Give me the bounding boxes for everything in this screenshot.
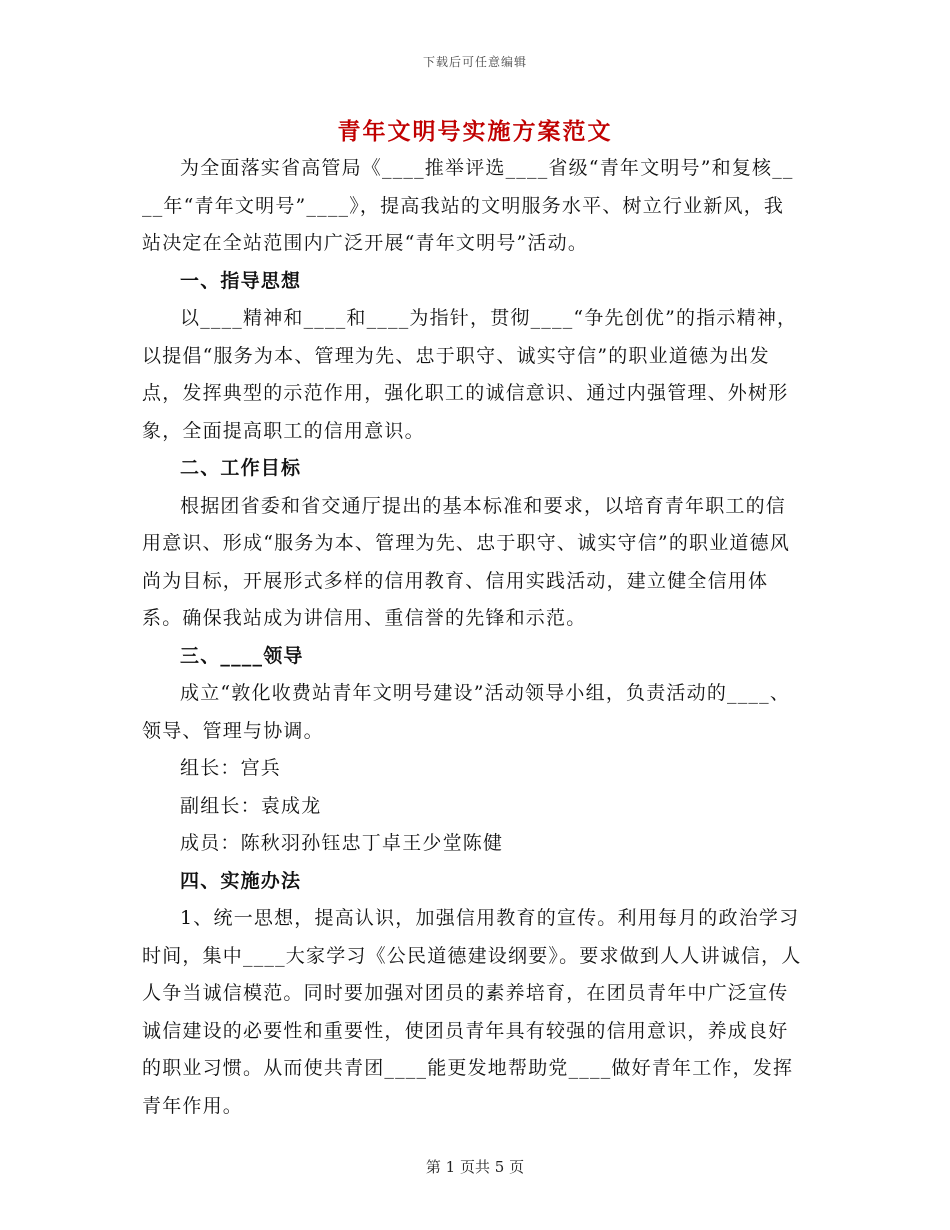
deputy-leader-line: 副组长：袁成龙 <box>180 794 322 817</box>
page-header-note: 下载后可任意编辑 <box>422 55 527 69</box>
implementation-item-1: 1、统一思想，提高认识，加强信用教育的宣传。利用每月的政治学习时间，集中____大家学习《公民道德建设纲要》。要求做到人人讲诚信，人人争当诚信模范。同时要加强对团员的素养培育，在团员青年中广泛宣传诚信建设的必要性和重要性，使团员青年具有较强的信用意识，养成良好的职业习惯。从而使共青团____能更发地帮助党____做好青年工作，发挥青年作用。 <box>142 907 802 1117</box>
section-body-leadership: 成立“敦化收费站青年文明号建设”活动领导小组，负责活动的____、领导、管理与协调。 <box>142 682 791 742</box>
section-heading-work-goals: 二、工作目标 <box>180 457 302 479</box>
intro-paragraph: 为全面落实省高管局《____推举评选____省级“青年文明号”和复核____年“青年文明号”____》，提高我站的文明服务水平、树立行业新风，我站决定在全站范围内广泛开展“青年文明号”活动。 <box>142 157 794 254</box>
document-title: 青年文明号实施方案范文 <box>337 118 613 145</box>
section-heading-implementation: 四、实施办法 <box>180 869 302 892</box>
members-line: 成员：陈秋羽孙钰忠丁卓王少堂陈健 <box>180 832 504 854</box>
document-body <box>142 150 802 1125</box>
page-footer: 第 1 页共 5 页 <box>425 1158 525 1176</box>
section-body-guiding-ideology: 以____精神和____和____为指针，贯彻____“争先创优”的指示精神，以提倡“服务为本、管理为先、忠于职守、诚实守信”的职业道德为出发点，发挥典型的示范作用，强化职工的诚信意识、通过内强管理、外树形象，全面提高职工的信用意识。 <box>142 307 798 442</box>
section-body-work-goals: 根据团省委和省交通厅提出的基本标准和要求，以培育青年职工的信用意识、形成“服务为本、管理为先、忠于职守、诚实守信”的职业道德风尚为目标，开展形式多样的信用教育、信用实践活动，建立健全信用体系。确保我站成为讲信用、重信誉的先锋和示范。 <box>142 494 791 629</box>
group-leader-line: 组长：宫兵 <box>180 757 282 779</box>
section-heading-guiding-ideology: 一、指导思想 <box>180 269 302 292</box>
section-heading-leadership: 三、____领导 <box>180 644 304 667</box>
